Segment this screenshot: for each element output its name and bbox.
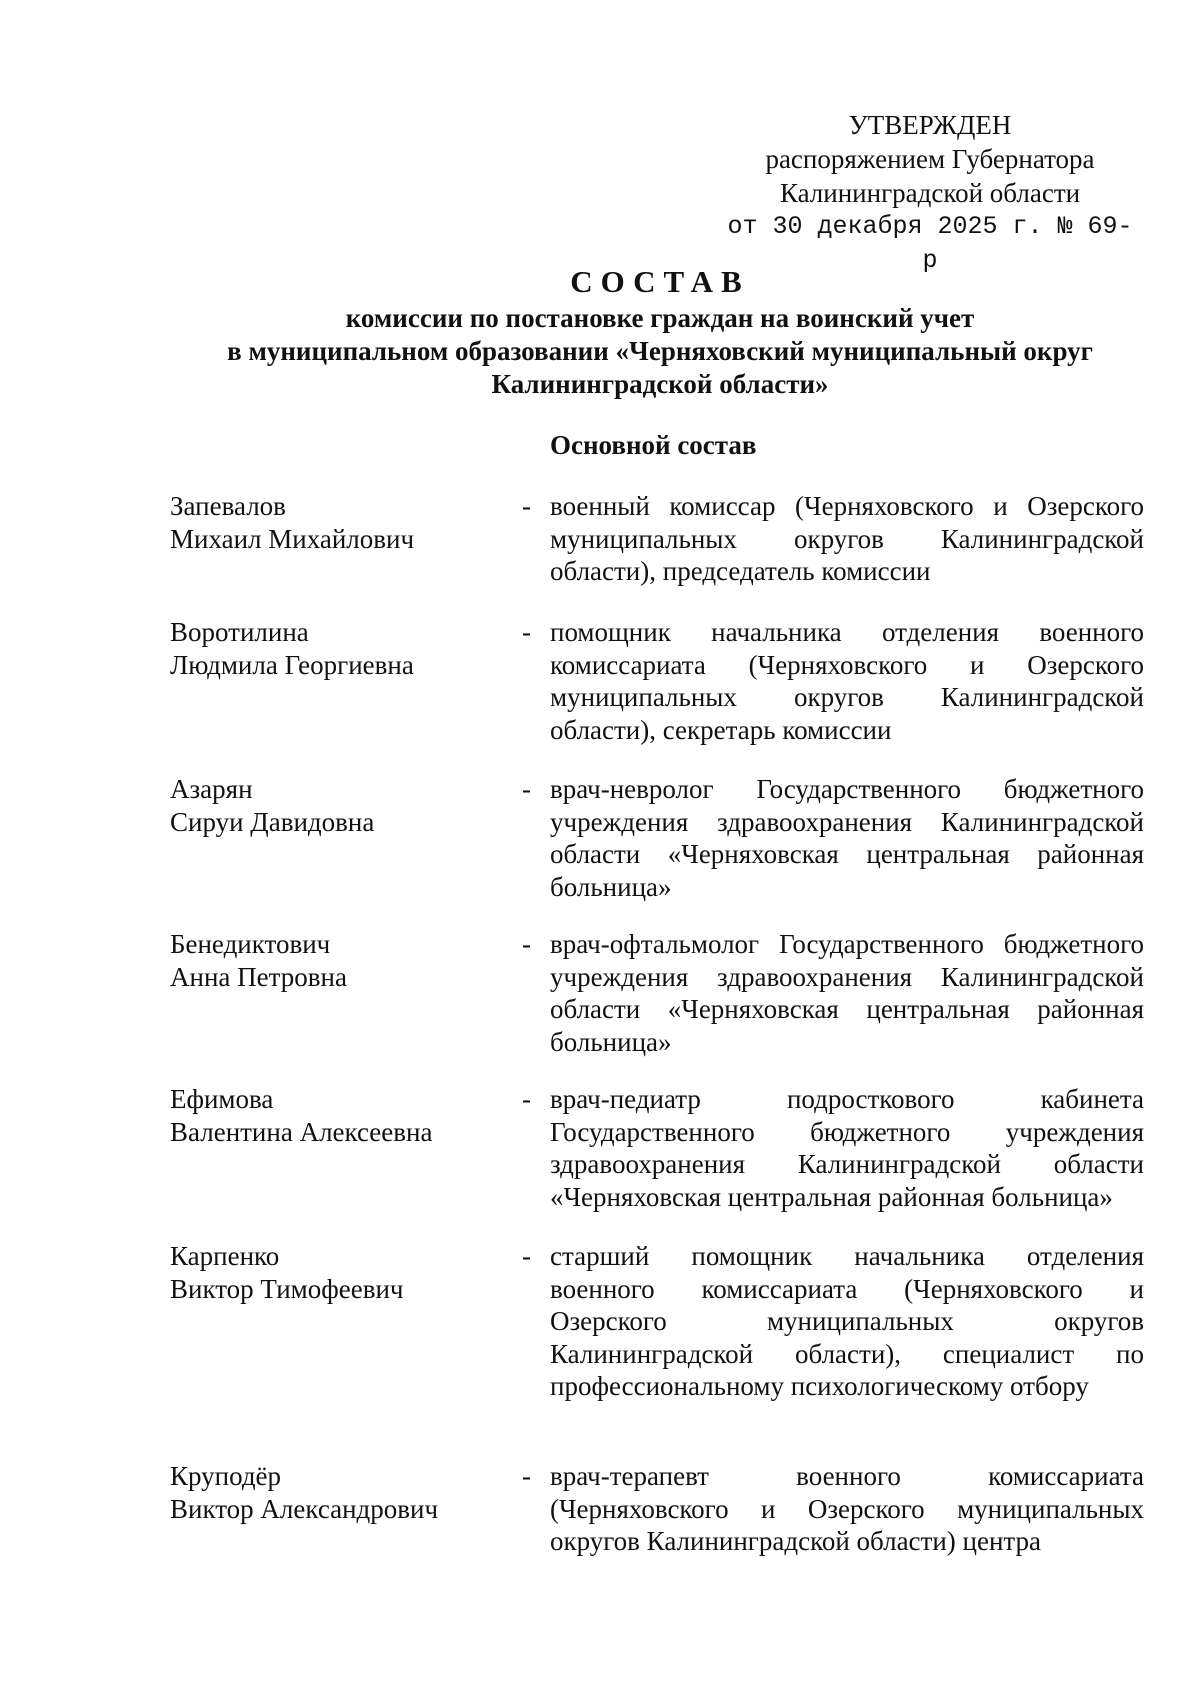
member-given-name: Виктор Тимофеевич <box>170 1273 404 1304</box>
member-name <box>170 1460 490 1525</box>
member-name <box>170 1083 490 1148</box>
member-surname: Бенедиктович <box>170 929 331 959</box>
document-title: СОСТАВ <box>570 264 750 299</box>
approval-line-2: Калининградской области <box>779 178 1081 208</box>
approval-block <box>720 108 1140 278</box>
member-dash: - <box>522 929 531 959</box>
member-role: военный комиссар (Черняховского и Озерского муниципальных округов Калининградской области), председатель комиссии <box>550 491 1144 586</box>
subtitle-line-1: комиссии по постановке граждан на воинский учет <box>345 303 975 333</box>
member-role: старший помощник начальника отделения военного комиссариата (Черняховского и Озерского муниципальных округов Калининградской области), специалист по профессиональному психологическому отбору <box>550 1241 1144 1401</box>
member-dash: - <box>522 1084 531 1114</box>
member-surname: Воротилина <box>170 617 309 647</box>
member-dash: - <box>522 617 531 647</box>
member-name <box>170 1240 490 1305</box>
member-given-name: Михаил Михайлович <box>170 523 415 554</box>
section-title: Основной состав <box>550 430 757 460</box>
member-name <box>170 490 490 555</box>
subtitle-line-2: в муниципальном образовании «Черняховский муниципальный округ <box>227 336 1093 366</box>
member-given-name: Сируи Давидовна <box>170 806 375 837</box>
member-surname: Карпенко <box>170 1241 280 1271</box>
document-subtitle <box>150 302 1170 401</box>
member-role: помощник начальника отделения военного комиссариата (Черняховского и Озерского муниципальных округов Калининградской области), секретарь комиссии <box>550 617 1144 745</box>
member-role: врач-офтальмолог Государственного бюджетного учреждения здравоохранения Калининградской области «Черняховская центральная районная больница» <box>550 929 1144 1057</box>
member-surname: Запевалов <box>170 491 286 521</box>
member-name <box>170 928 490 993</box>
member-given-name: Валентина Алексеевна <box>170 1116 433 1147</box>
approval-line-1: распоряжением Губернатора <box>765 144 1095 174</box>
approval-date: от 30 декабря 2025 г. № 69-р <box>727 212 1133 275</box>
member-dash: - <box>522 774 531 804</box>
member-role: врач-невролог Государственного бюджетного учреждения здравоохранения Калининградской области «Черняховская центральная районная больница» <box>550 774 1144 902</box>
member-given-name: Виктор Александрович <box>170 1493 439 1524</box>
member-surname: Круподёр <box>170 1461 282 1491</box>
approval-stamp: УТВЕРЖДЕН <box>848 110 1012 140</box>
member-dash: - <box>522 1241 531 1271</box>
member-given-name: Людмила Георгиевна <box>170 649 414 680</box>
member-name <box>170 616 490 681</box>
member-role: врач-терапевт военного комиссариата (Черняховского и Озерского муниципальных округов Калининградской области) центра <box>550 1461 1144 1556</box>
subtitle-line-3: Калининградской области» <box>491 369 829 399</box>
member-surname: Азарян <box>170 774 253 804</box>
member-name <box>170 773 490 838</box>
member-dash: - <box>522 1461 531 1491</box>
member-role: врач-педиатр подросткового кабинета Государственного бюджетного учреждения здравоохранения Калининградской области «Черняховская центральная районная больница» <box>550 1084 1144 1212</box>
member-given-name: Анна Петровна <box>170 961 347 992</box>
member-dash: - <box>522 491 531 521</box>
member-surname: Ефимова <box>170 1084 274 1114</box>
